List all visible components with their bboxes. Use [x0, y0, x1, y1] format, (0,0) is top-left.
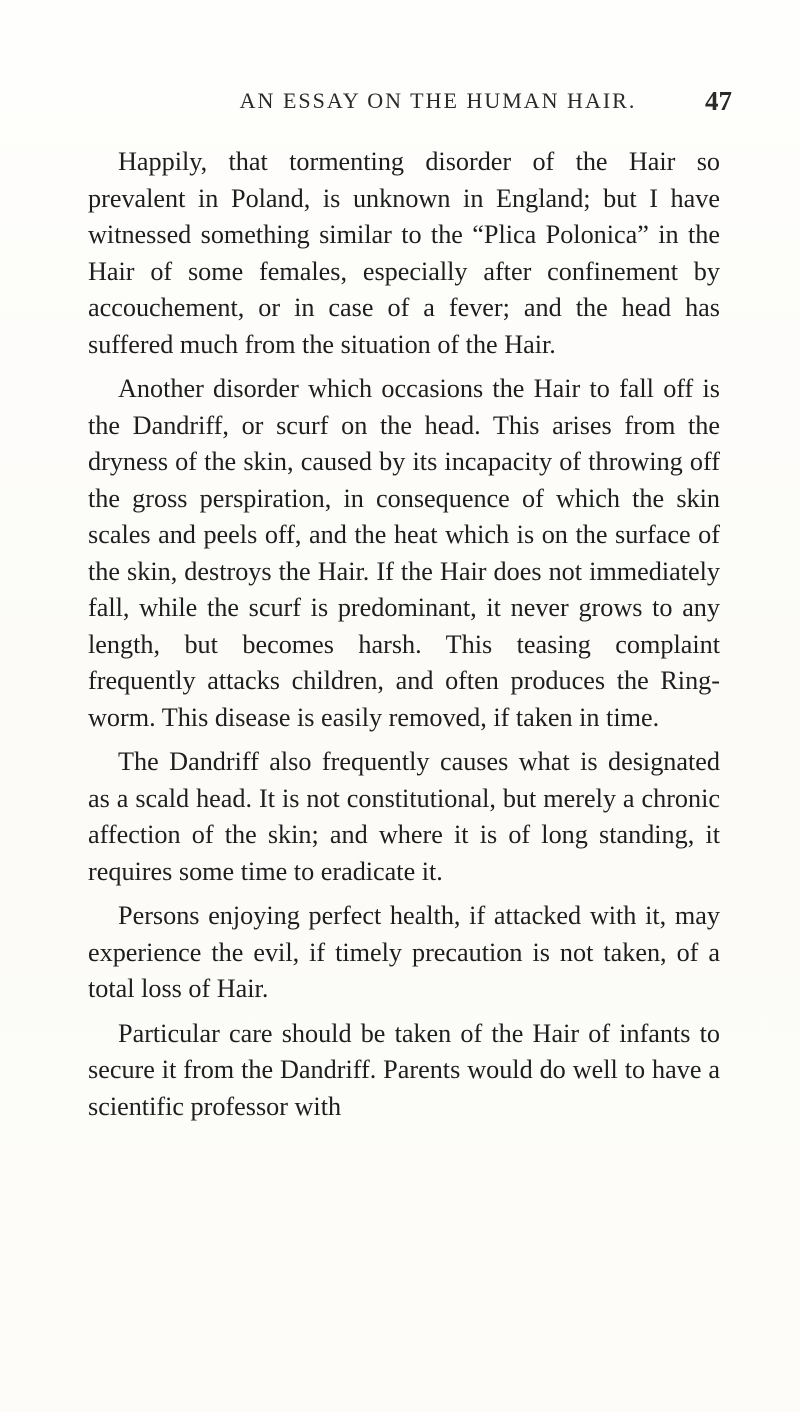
running-head	[60, 88, 740, 128]
paragraph-scald-head: The Dandriff also frequently causes what is designated as a scald head. It is not constitutional, but merely a chronic affection of the skin; and where it is of long standing, it requires some time to eradicate it.	[88, 747, 720, 886]
body-text	[88, 144, 720, 1133]
running-title: AN ESSAY ON THE HUMAN HAIR.	[239, 88, 637, 113]
page-number: 47	[705, 86, 732, 116]
paragraph-infants: Particular care should be taken of the Hair of infants to secure it from the Dandriff. Parents would do well to have a scientific professor with	[88, 1018, 720, 1121]
paragraph-dandriff: Another disorder which occasions the Hair to fall off is the Dandriff, or scurf on the head. This arises from the dryness of the skin, caused by its incapacity of throwing off the gross perspiration, in consequence of which the skin scales and peels off, and the heat which is on the surface of the skin, destroys the Hair. If the Hair does not immediately fall, while the scurf is predominant, it never grows to any length, but becomes harsh. This teasing complaint frequently attacks children, and often produces the Ring-worm. This disease is easily removed, if taken in time.	[88, 374, 720, 732]
paragraph-plica-polonica: Happily, that tormenting disorder of the Hair so prevalent in Poland, is unknown in England; but I have witnessed something similar to the “Plica Polonica” in the Hair of some females, especially after confinement by accouchement, or in case of a fever; and the head has suffered much from the situation of the Hair.	[88, 147, 720, 359]
paragraph-total-loss: Persons enjoying perfect health, if attacked with it, may experience the evil, if timely precaution is not taken, of a total loss of Hair.	[88, 901, 720, 1003]
